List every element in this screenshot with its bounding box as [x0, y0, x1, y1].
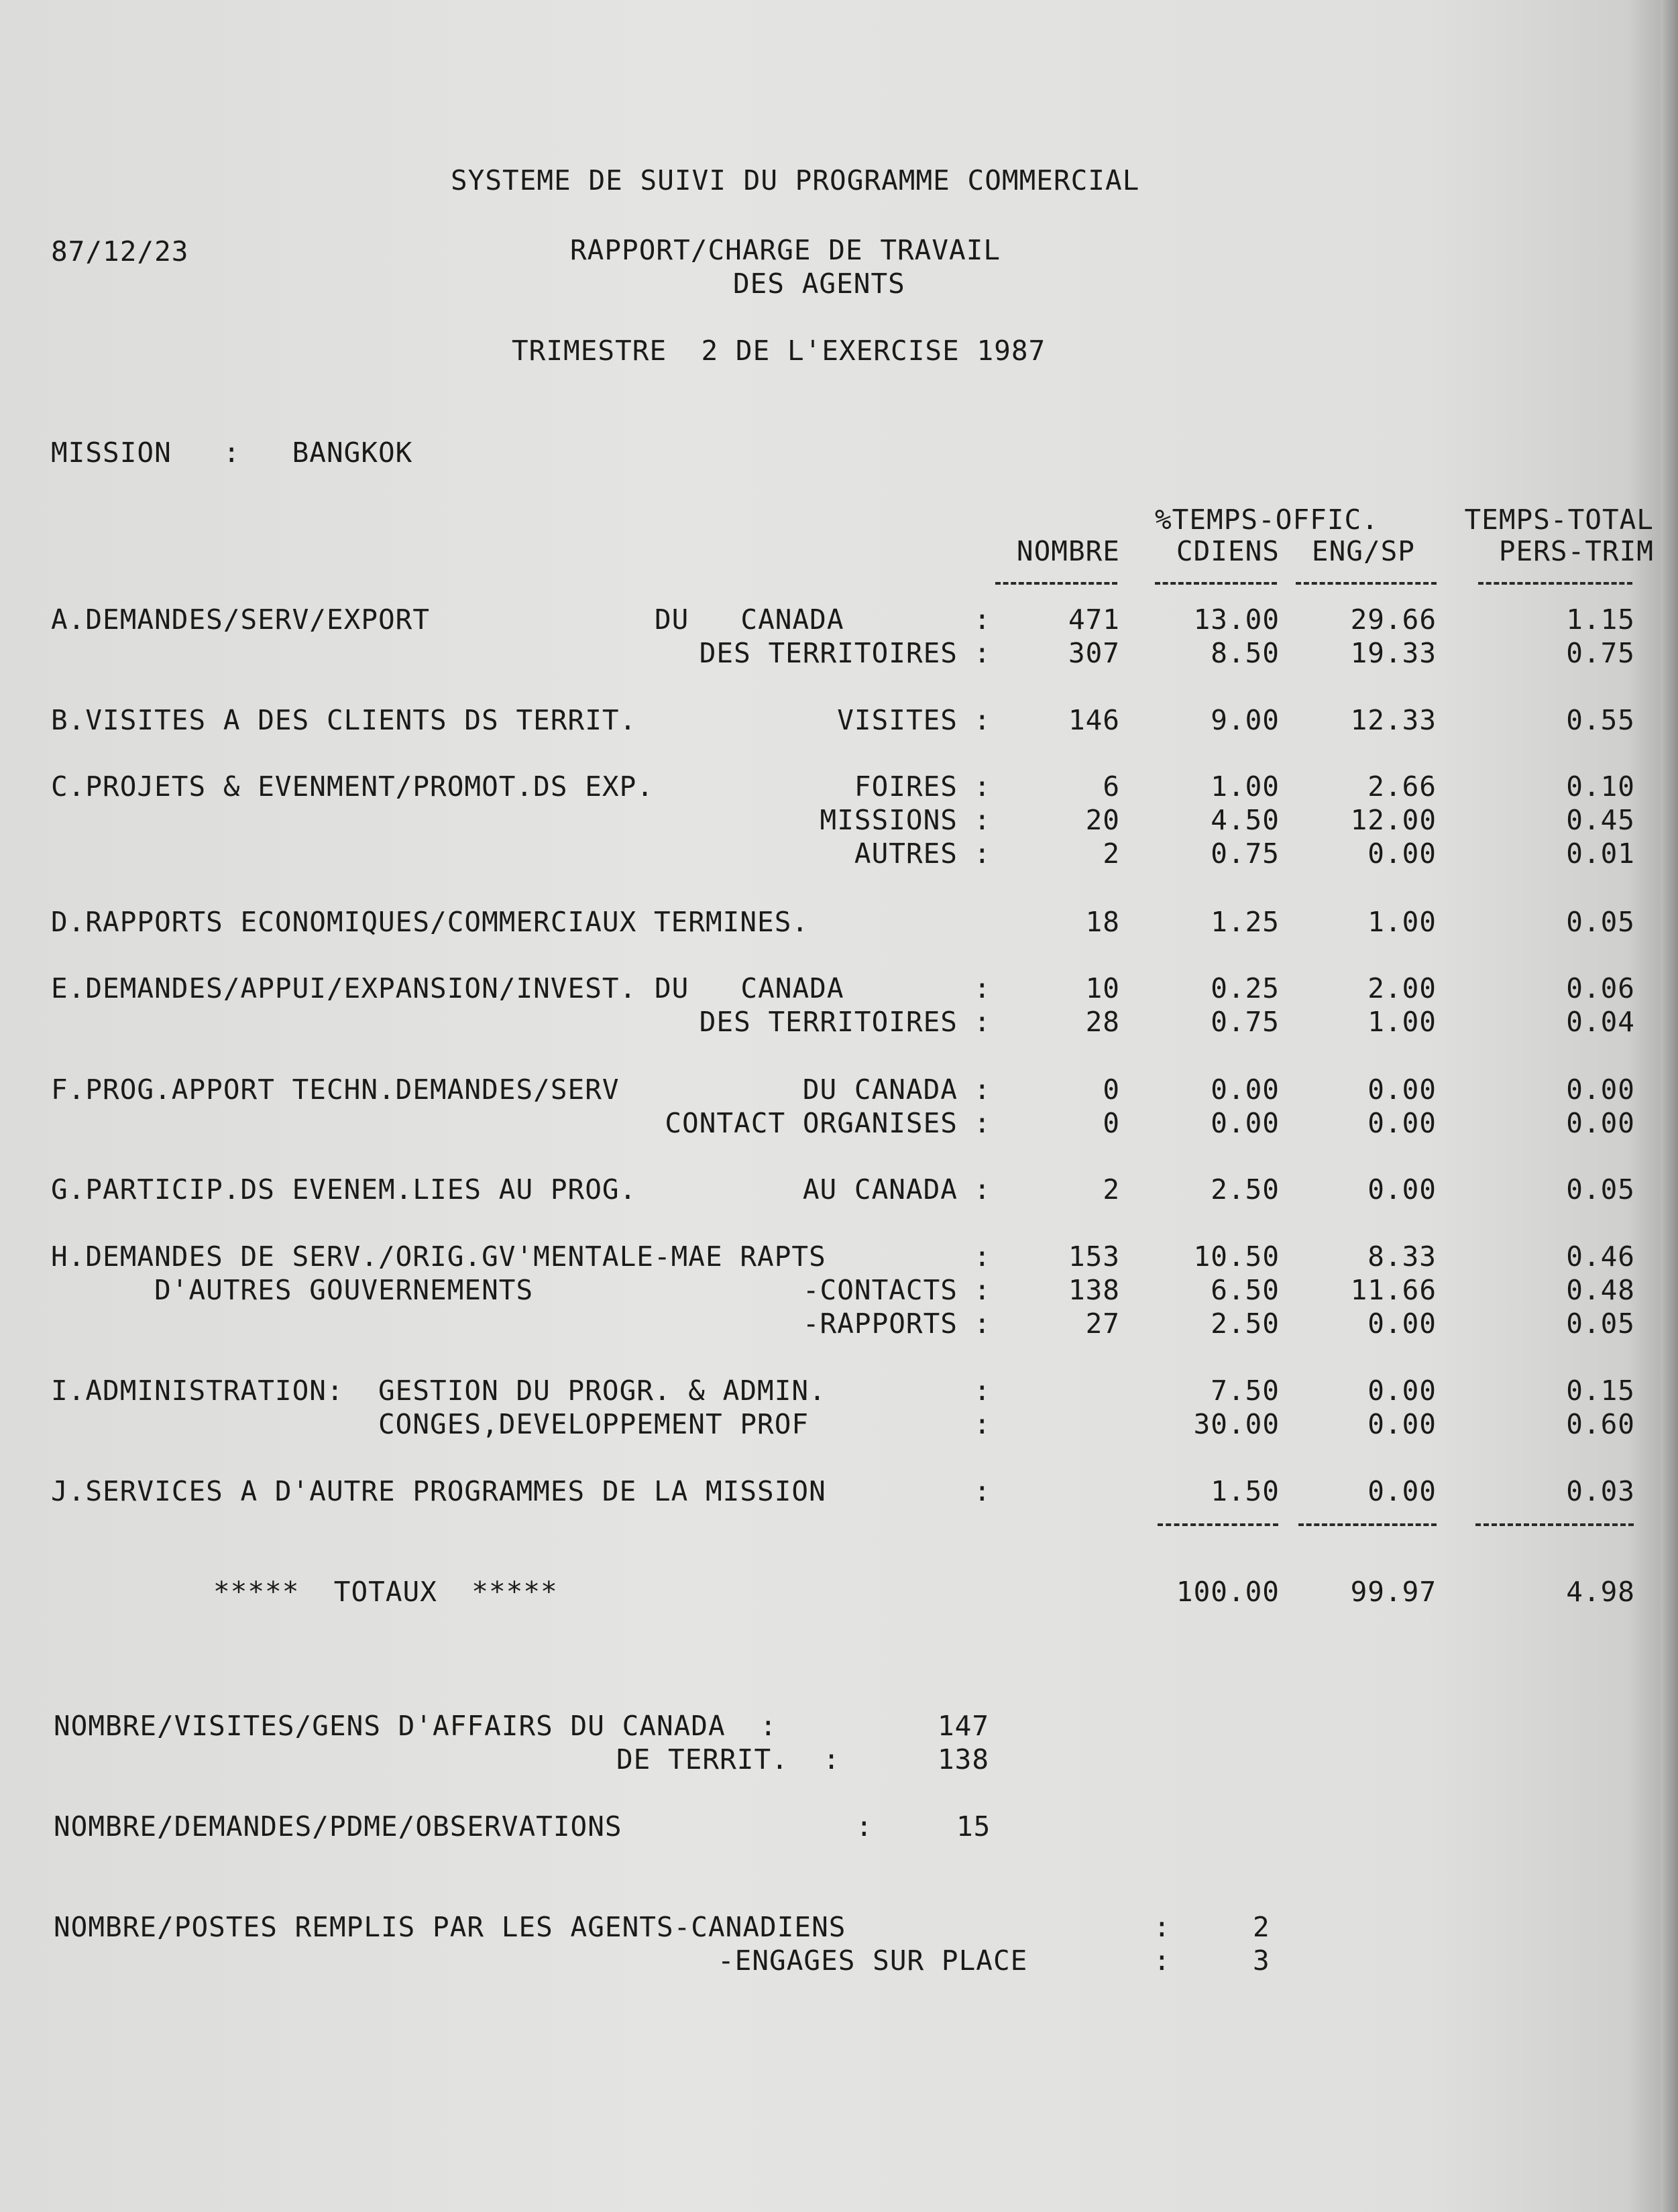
row-category: C.PROJETS & EVENMENT/PROMOT.DS EXP.	[51, 770, 654, 803]
totals-cdiens: 100.00	[1176, 1576, 1280, 1608]
row-perstrim: 0.03	[1566, 1475, 1635, 1507]
row-subcategory: -RAPPORTS	[802, 1307, 958, 1340]
summary-postes-canadiens-separator: :	[1154, 1911, 1171, 1943]
row-category: B.VISITES A DES CLIENTS DS TERRIT.	[51, 704, 637, 736]
row-nombre: 307	[1068, 637, 1120, 669]
row-separator: :	[974, 1006, 991, 1038]
row-cdiens: 1.00	[1211, 770, 1280, 803]
report-title-line2: DES AGENTS	[733, 268, 905, 300]
row-separator: :	[974, 804, 991, 836]
row-engsp: 0.00	[1367, 1107, 1437, 1139]
row-category: J.SERVICES A D'AUTRE PROGRAMMES DE LA MISSION	[51, 1475, 826, 1507]
row-engsp: 0.00	[1367, 1408, 1437, 1440]
column-group-temps-total: TEMPS-TOTAL	[1464, 504, 1654, 536]
row-engsp: 1.00	[1367, 906, 1437, 938]
row-nombre: 2	[1103, 1173, 1120, 1206]
row-subcategory: CONTACT ORGANISES	[665, 1107, 958, 1139]
row-perstrim: 0.60	[1566, 1408, 1635, 1440]
row-separator: :	[974, 1475, 991, 1507]
row-separator: :	[974, 603, 991, 636]
row-nombre: 471	[1068, 603, 1120, 636]
row-perstrim: 0.00	[1566, 1073, 1635, 1106]
row-subcategory: DU CANADA	[655, 972, 844, 1004]
header-rule-cdiens	[1155, 582, 1277, 585]
row-nombre: 6	[1103, 770, 1120, 803]
row-cdiens: 2.50	[1211, 1173, 1280, 1206]
totals-label: ***** TOTAUX *****	[213, 1576, 558, 1608]
row-perstrim: 0.05	[1566, 906, 1635, 938]
row-nombre: 0	[1103, 1073, 1120, 1106]
row-cdiens: 7.50	[1211, 1375, 1280, 1407]
row-subcategory: VISITES	[837, 704, 958, 736]
row-cdiens: 9.00	[1211, 704, 1280, 736]
row-nombre: 28	[1085, 1006, 1120, 1038]
column-group-temps-offic: %TEMPS-OFFIC.	[1155, 504, 1379, 536]
system-title: SYSTEME DE SUIVI DU PROGRAMME COMMERCIAL	[451, 164, 1140, 196]
row-nombre: 27	[1085, 1307, 1120, 1340]
row-engsp: 0.00	[1367, 1173, 1437, 1206]
row-cdiens: 6.50	[1211, 1274, 1280, 1306]
row-subcategory: AU CANADA	[802, 1173, 958, 1206]
row-category: I.ADMINISTRATION: GESTION DU PROGR. & ADMIN.	[51, 1375, 826, 1407]
row-engsp: 12.33	[1350, 704, 1437, 736]
row-perstrim: 1.15	[1566, 603, 1635, 636]
row-cdiens: 1.50	[1211, 1475, 1280, 1507]
row-separator: :	[974, 1240, 991, 1273]
row-perstrim: 0.46	[1566, 1240, 1635, 1273]
row-cdiens: 10.50	[1193, 1240, 1280, 1273]
row-category: D'AUTRES GOUVERNEMENTS	[51, 1274, 534, 1306]
row-category: H.DEMANDES DE SERV./ORIG.GV'MENTALE-MAE RAPTS	[51, 1240, 826, 1273]
row-cdiens: 0.75	[1211, 1006, 1280, 1038]
totals-perstrim: 4.98	[1566, 1576, 1635, 1608]
totals-rule-perstrim	[1475, 1523, 1634, 1526]
row-separator: :	[974, 1307, 991, 1340]
header-rule-engsp	[1296, 582, 1437, 585]
row-separator: :	[974, 637, 991, 669]
row-cdiens: 4.50	[1211, 804, 1280, 836]
row-cdiens: 8.50	[1211, 637, 1280, 669]
row-engsp: 0.00	[1367, 1475, 1437, 1507]
row-engsp: 29.66	[1350, 603, 1437, 636]
row-separator: :	[974, 1408, 991, 1440]
row-perstrim: 0.55	[1566, 704, 1635, 736]
row-engsp: 0.00	[1367, 1375, 1437, 1407]
row-cdiens: 0.00	[1211, 1073, 1280, 1106]
row-perstrim: 0.04	[1566, 1006, 1635, 1038]
row-engsp: 12.00	[1350, 804, 1437, 836]
row-engsp: 2.00	[1367, 972, 1437, 1004]
row-separator: :	[974, 972, 991, 1004]
row-cdiens: 2.50	[1211, 1307, 1280, 1340]
row-separator: :	[974, 1173, 991, 1206]
row-nombre: 138	[1068, 1274, 1120, 1306]
summary-postes-canadiens-label: NOMBRE/POSTES REMPLIS PAR LES AGENTS-CANADIENS	[54, 1911, 846, 1943]
summary-postes-place-value: 3	[1253, 1944, 1270, 1977]
summary-postes-canadiens-value: 2	[1253, 1911, 1270, 1943]
row-engsp: 19.33	[1350, 637, 1437, 669]
column-header-engsp: ENG/SP	[1311, 535, 1415, 567]
row-perstrim: 0.15	[1566, 1375, 1635, 1407]
row-perstrim: 0.48	[1566, 1274, 1635, 1306]
row-separator: :	[974, 1274, 991, 1306]
row-separator: :	[974, 704, 991, 736]
header-rule-perstrim	[1478, 582, 1632, 585]
summary-postes-place-separator: :	[1154, 1944, 1171, 1977]
summary-visites-territ-label: DE TERRIT. :	[616, 1743, 840, 1776]
row-category: G.PARTICIP.DS EVENEM.LIES AU PROG.	[51, 1173, 637, 1206]
row-category: A.DEMANDES/SERV/EXPORT	[51, 603, 431, 636]
summary-demandes-separator: :	[856, 1810, 873, 1843]
row-nombre: 2	[1103, 837, 1120, 870]
row-subcategory: MISSIONS	[820, 804, 958, 836]
row-subcategory: -CONTACTS	[802, 1274, 958, 1306]
row-category: CONGES,DEVELOPPEMENT PROF	[51, 1408, 809, 1440]
summary-visites-territ-value: 138	[938, 1743, 990, 1776]
report-title-line1: RAPPORT/CHARGE DE TRAVAIL	[570, 234, 1001, 266]
row-subcategory: DES TERRITOIRES	[699, 1006, 958, 1038]
row-perstrim: 0.45	[1566, 804, 1635, 836]
column-header-nombre: NOMBRE	[1016, 535, 1120, 567]
row-category: F.PROG.APPORT TECHN.DEMANDES/SERV	[51, 1073, 620, 1106]
row-nombre: 18	[1085, 906, 1120, 938]
report-date: 87/12/23	[51, 235, 189, 268]
totals-rule-engsp	[1298, 1523, 1437, 1526]
row-engsp: 8.33	[1367, 1240, 1437, 1273]
row-cdiens: 0.25	[1211, 972, 1280, 1004]
row-cdiens: 0.75	[1211, 837, 1280, 870]
row-category: E.DEMANDES/APPUI/EXPANSION/INVEST.	[51, 972, 637, 1004]
row-nombre: 153	[1068, 1240, 1120, 1273]
row-engsp: 0.00	[1367, 837, 1437, 870]
row-perstrim: 0.00	[1566, 1107, 1635, 1139]
column-header-cdiens: CDIENS	[1176, 535, 1280, 567]
header-rule-nombre	[995, 582, 1117, 585]
summary-postes-place-label: -ENGAGES SUR PLACE	[718, 1944, 1028, 1977]
row-separator: :	[974, 770, 991, 803]
mission-label: MISSION : BANGKOK	[51, 436, 413, 469]
row-cdiens: 13.00	[1193, 603, 1280, 636]
row-perstrim: 0.10	[1566, 770, 1635, 803]
row-engsp: 11.66	[1350, 1274, 1437, 1306]
totals-rule-cdiens	[1158, 1523, 1278, 1526]
row-nombre: 0	[1103, 1107, 1120, 1139]
row-separator: :	[974, 1073, 991, 1106]
row-perstrim: 0.01	[1566, 837, 1635, 870]
row-engsp: 0.00	[1367, 1307, 1437, 1340]
row-separator: :	[974, 1375, 991, 1407]
row-separator: :	[974, 1107, 991, 1139]
period-title: TRIMESTRE 2 DE L'EXERCISE 1987	[512, 335, 1046, 367]
row-engsp: 2.66	[1367, 770, 1437, 803]
row-subcategory: DU CANADA	[802, 1073, 958, 1106]
row-separator: :	[974, 837, 991, 870]
row-perstrim: 0.05	[1566, 1173, 1635, 1206]
row-perstrim: 0.06	[1566, 972, 1635, 1004]
row-cdiens: 30.00	[1193, 1408, 1280, 1440]
row-nombre: 10	[1085, 972, 1120, 1004]
row-subcategory: DU CANADA	[655, 603, 844, 636]
summary-visites-canada-value: 147	[938, 1710, 990, 1742]
row-subcategory: AUTRES	[854, 837, 958, 870]
totals-engsp: 99.97	[1350, 1576, 1437, 1608]
summary-demandes-label: NOMBRE/DEMANDES/PDME/OBSERVATIONS	[54, 1810, 622, 1843]
row-nombre: 20	[1085, 804, 1120, 836]
summary-visites-canada-label: NOMBRE/VISITES/GENS D'AFFAIRS DU CANADA :	[54, 1710, 777, 1742]
row-engsp: 1.00	[1367, 1006, 1437, 1038]
summary-demandes-value: 15	[956, 1810, 991, 1843]
row-subcategory: FOIRES	[854, 770, 958, 803]
column-header-perstrim: PERS-TRIM	[1498, 535, 1654, 567]
row-nombre: 146	[1068, 704, 1120, 736]
row-category: D.RAPPORTS ECONOMIQUES/COMMERCIAUX TERMINES.	[51, 906, 809, 938]
page-edge-shadow	[1661, 0, 1678, 2212]
row-perstrim: 0.05	[1566, 1307, 1635, 1340]
row-subcategory: DES TERRITOIRES	[699, 637, 958, 669]
row-cdiens: 1.25	[1211, 906, 1280, 938]
row-engsp: 0.00	[1367, 1073, 1437, 1106]
row-cdiens: 0.00	[1211, 1107, 1280, 1139]
row-perstrim: 0.75	[1566, 637, 1635, 669]
